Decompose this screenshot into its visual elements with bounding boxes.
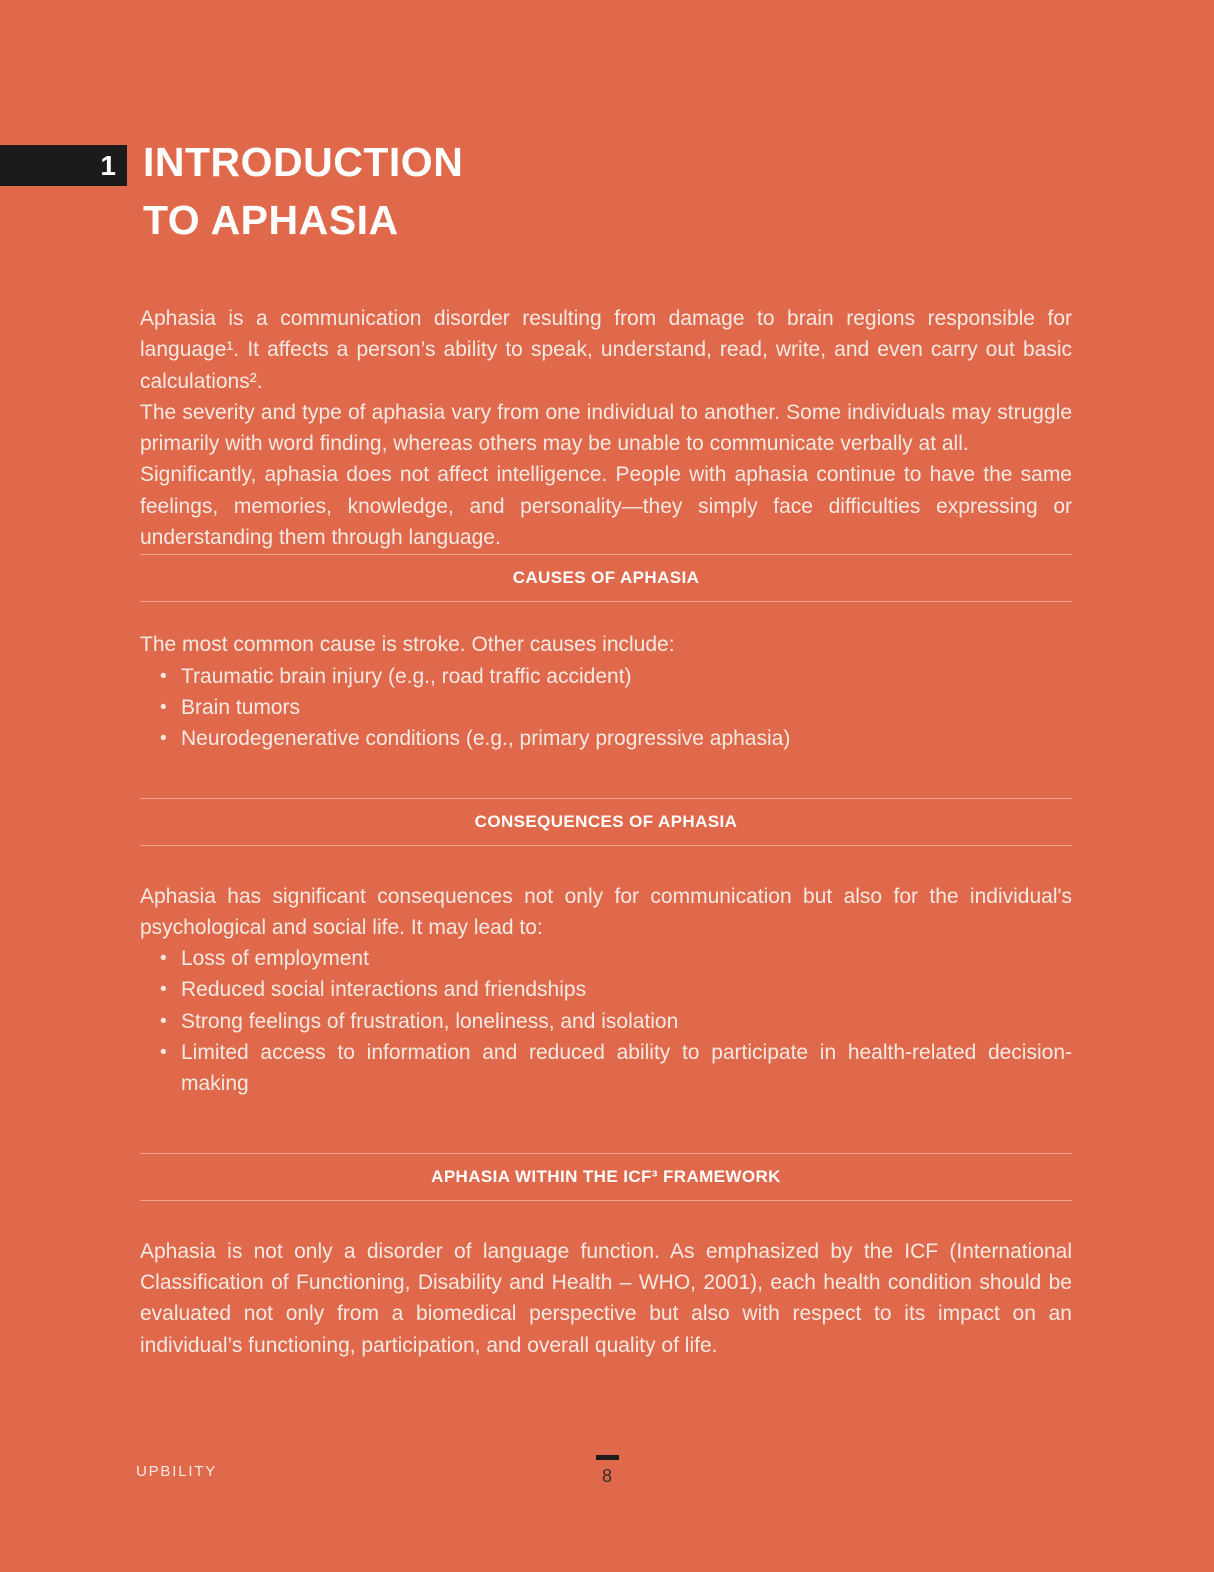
intro-paragraph-2: The severity and type of aphasia vary from one individual to another. Some individuals may struggle primarily with word finding, whereas others may be unable to communicate verbally at all. xyxy=(140,400,1072,456)
page-number-bar xyxy=(596,1455,619,1460)
icf-paragraph: Aphasia is not only a disorder of language function. As emphasized by the ICF (International Classification of Functioning, Disability and Health – WHO, 2001), each health condition should be evaluated not only from a biomedical perspective but also with respect to its impact on an individual’s functioning, participation, and overall quality of life. xyxy=(140,1239,1072,1357)
page-number-block xyxy=(0,1455,1214,1485)
page-content xyxy=(140,303,1072,1361)
section-heading-causes: CAUSES OF APHASIA xyxy=(512,568,700,588)
section-header-icf xyxy=(140,1153,1072,1201)
consequences-intro: Aphasia has significant consequences not only for communication but also for the individual's psychological and social life. It may lead to: xyxy=(140,884,1072,939)
page-title-line-2: TO APHASIA xyxy=(143,197,399,243)
list-item: • Loss of employment xyxy=(140,943,1072,974)
intro-paragraph-3: Significantly, aphasia does not affect intelligence. People with aphasia continue to have the same feelings, memories, knowledge, and personality—they simply face difficulties expressing or understanding them through language. xyxy=(140,463,1072,550)
page-title xyxy=(143,133,463,249)
page-title-line-1: INTRODUCTION xyxy=(143,139,464,185)
list-item: • Traumatic brain injury (e.g., road traffic accident) xyxy=(140,661,1072,692)
causes-intro: The most common cause is stroke. Other causes include: xyxy=(140,633,675,657)
intro-paragraph-1: Aphasia is a communication disorder resulting from damage to brain regions responsible for language¹. It affects a person’s ability to speak, understand, read, write, and even carry out basic calculations². xyxy=(140,307,1072,393)
divider-rule xyxy=(140,601,1072,602)
divider-rule xyxy=(140,845,1072,846)
section-heading-consequences: CONSEQUENCES OF APHASIA xyxy=(474,811,738,831)
chapter-tab xyxy=(0,145,127,186)
list-item: • Limited access to information and reduced ability to participate in health-related decision-making xyxy=(140,1037,1072,1100)
divider-rule xyxy=(140,1200,1072,1201)
footer-brand: UPBILITY xyxy=(136,1463,218,1480)
chapter-number: 1 xyxy=(100,149,116,181)
causes-list xyxy=(140,661,1072,755)
section-header-consequences xyxy=(140,798,1072,846)
section-header-causes xyxy=(140,554,1072,602)
list-item: • Reduced social interactions and friendships xyxy=(140,974,1072,1005)
list-item: • Strong feelings of frustration, loneliness, and isolation xyxy=(140,1006,1072,1037)
list-item: • Brain tumors xyxy=(140,692,1072,723)
consequences-list xyxy=(140,943,1072,1099)
page-number: 8 xyxy=(601,1466,612,1486)
list-item: • Neurodegenerative conditions (e.g., primary progressive aphasia) xyxy=(140,723,1072,754)
section-heading-icf: APHASIA WITHIN THE ICF³ FRAMEWORK xyxy=(431,1166,781,1186)
